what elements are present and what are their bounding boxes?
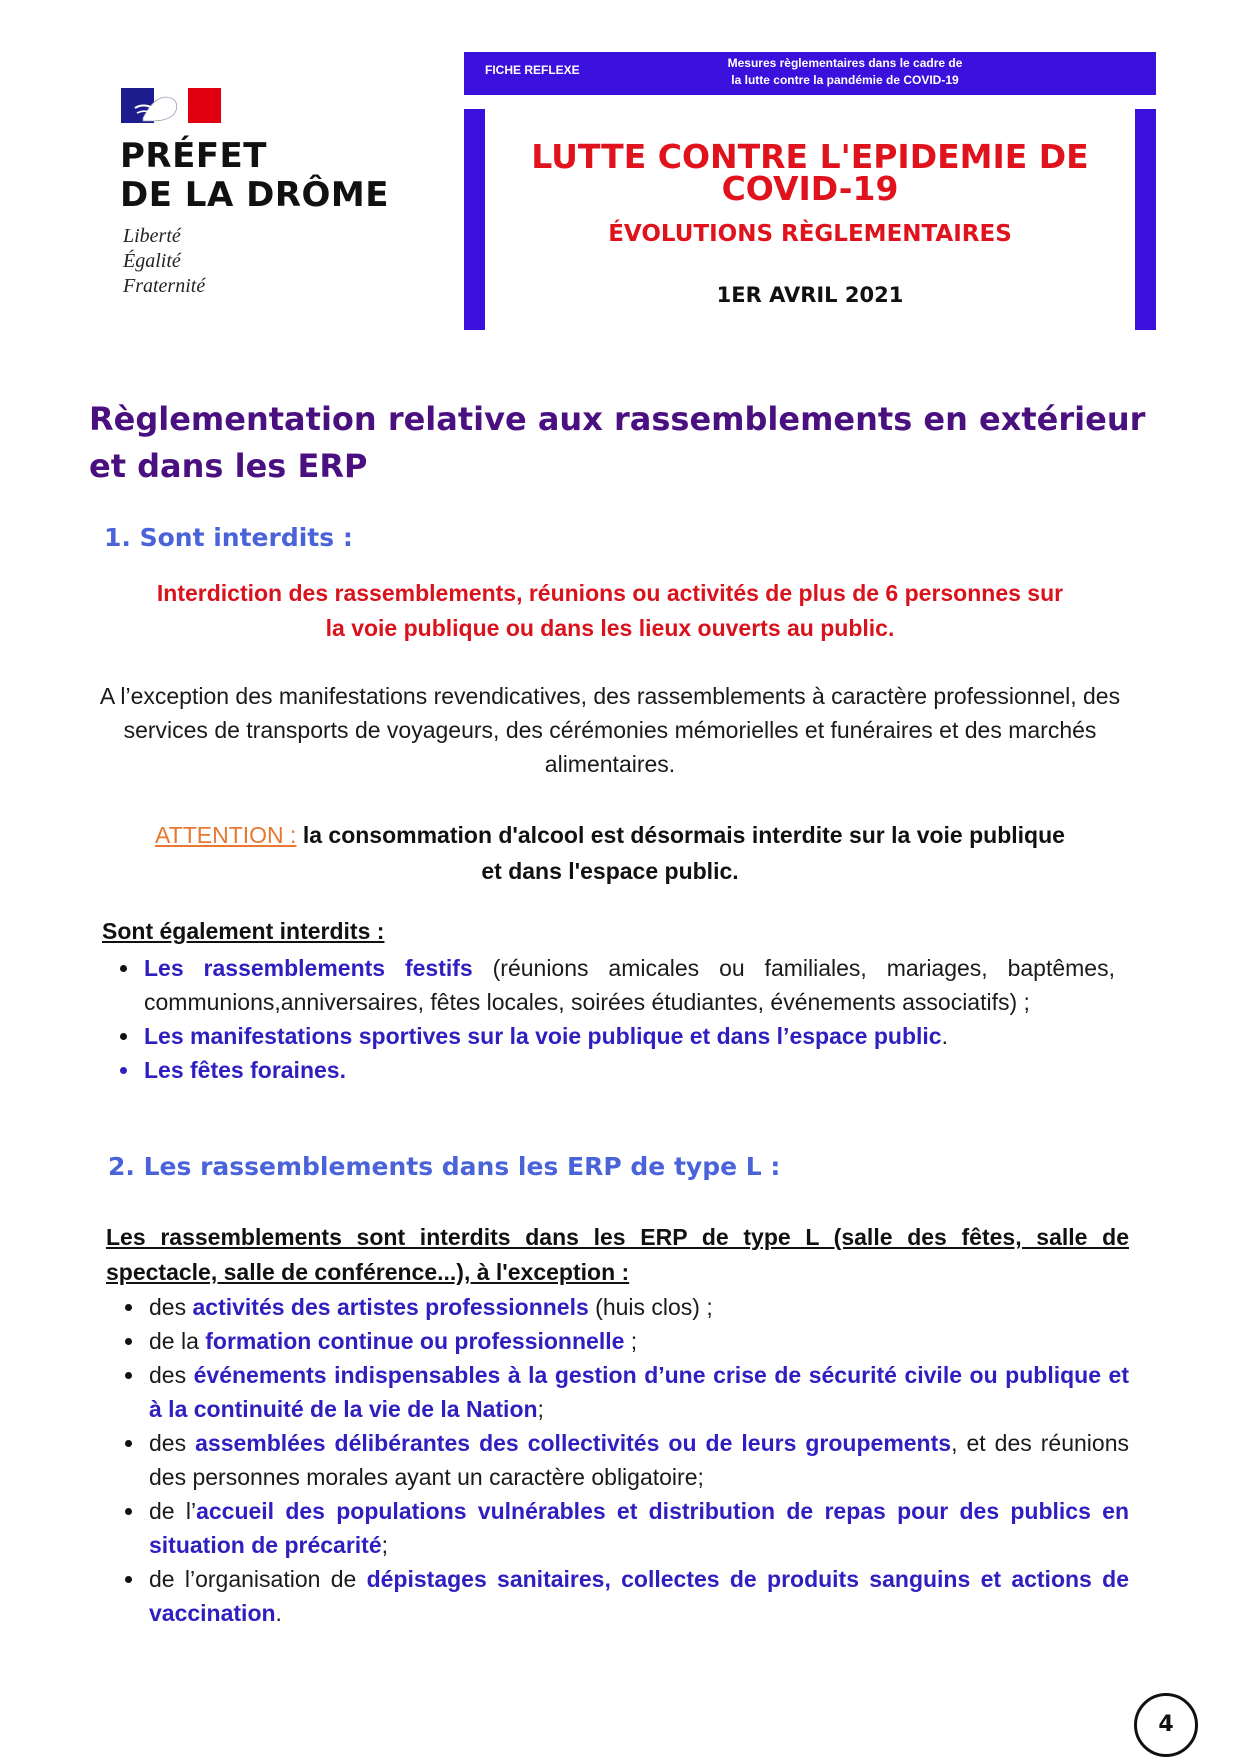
list-item-highlight: Les manifestations sportives sur la voie publique et dans l’espace public (144, 1023, 942, 1049)
list-item-highlight: événements indispensables à la gestion d’une crise de sécurité civile ou publique et à la continuité de la vie de la Nation (149, 1362, 1129, 1422)
bullet-icon (125, 1372, 132, 1379)
list-item-prefix: de l’organisation de (149, 1566, 367, 1592)
list-item-text: (huis clos) ; (588, 1294, 713, 1320)
bullet-icon (120, 1033, 127, 1040)
section2-intro: Les rassemblements sont interdits dans les ERP de type L (salle des fêtes, salle de spectacle, salle de conférence...), à l'exception : (106, 1224, 1129, 1285)
page-title: Règlementation relative aux rassemblements en extérieur et dans les ERP (89, 400, 1146, 485)
list-item (149, 1324, 1129, 1358)
list-item-highlight: activités des artistes professionnels (192, 1294, 589, 1320)
list-item-text: (réunions amicales ou familiales, mariages, baptêmes, communions,anniversaires, fêtes locales, soirées étudiantes, événements associatifs) ; (144, 955, 1115, 1015)
list-item-text: , et des réunions des personnes morales ayant un caractère obligatoire; (149, 1430, 1129, 1490)
list-item-text: ; (624, 1328, 638, 1354)
page-number: 4 (1134, 1693, 1198, 1757)
header-context (665, 55, 1025, 89)
list-item (149, 1358, 1129, 1426)
list-item (144, 1019, 1115, 1053)
header-context-line1: Mesures règlementaires dans le cadre de (727, 56, 963, 70)
list-item-highlight: assemblées délibérantes des collectivités ou de leurs groupements (195, 1430, 952, 1456)
red-statement-line2: la voie publique ou dans les lieux ouverts au public. (325, 615, 895, 641)
fiche-reflexe-tag: FICHE REFLEXE (485, 63, 580, 77)
prefet-title-line2: DE LA DRÔME (120, 175, 389, 215)
list-item-text: ; (537, 1396, 544, 1422)
bullet-icon (125, 1338, 132, 1345)
list-item-text: . (275, 1600, 282, 1626)
prefet-title-line1: PRÉFET (120, 136, 267, 176)
attention-line1: la consommation d'alcool est désormais interdite sur la voie publique (296, 822, 1065, 848)
list-item (149, 1494, 1129, 1562)
bullet-icon (125, 1440, 132, 1447)
attention-notice (90, 817, 1130, 889)
header-left-bar (464, 109, 485, 330)
header-title-line1: LUTTE CONTRE L'EPIDEMIE DE (531, 137, 1089, 176)
forbidden-list (144, 951, 1115, 1087)
header-date: 1ER AVRIL 2021 (716, 283, 904, 307)
attention-line2: et dans l'espace public. (481, 858, 739, 884)
list-item-prefix: des (149, 1430, 196, 1456)
section2-title: 2. Les rassemblements dans les ERP de type L : (108, 1152, 781, 1181)
list-item-text: . (941, 1023, 948, 1049)
section1-title: 1. Sont interdits : (104, 523, 353, 552)
list-item-prefix: de la (149, 1328, 206, 1354)
bullet-icon (120, 965, 127, 972)
list-item-highlight: dépistages sanitaires, collectes de produits sanguins et actions de vaccination (149, 1566, 1129, 1626)
list-item-prefix: des (149, 1362, 194, 1388)
section1-exception: A l’exception des manifestations revendicatives, des rassemblements à caractère professionnel, des services de transports de voyageurs, des cérémonies mémorielles et funéraires et des marchés alimentaires. (99, 683, 1121, 777)
header-subtitle: ÉVOLUTIONS RÈGLEMENTAIRES (608, 221, 1012, 247)
list-item-highlight: Les fêtes foraines. (144, 1057, 346, 1083)
list-item-highlight: Les rassemblements festifs (144, 955, 473, 981)
section1-red-statement (90, 576, 1130, 646)
motto-liberte: Liberté (123, 225, 181, 247)
bullet-icon (120, 1067, 127, 1074)
header-context-line2: la lutte contre la pandémie de COVID-19 (731, 73, 959, 87)
bullet-icon (125, 1576, 132, 1583)
bullet-icon (125, 1508, 132, 1515)
list-item-text: ; (381, 1532, 389, 1558)
header-right-bar (1135, 109, 1156, 330)
list-item (149, 1290, 1129, 1324)
list-item (144, 951, 1115, 1019)
red-statement-line1: Interdiction des rassemblements, réunions ou activités de plus de 6 personnes sur (156, 580, 1064, 606)
list-item-highlight: accueil des populations vulnérables et distribution de repas pour des publics en situation de précarité (149, 1498, 1129, 1558)
list-item-highlight: formation continue ou professionnelle (205, 1328, 625, 1354)
motto-fraternite: Fraternité (123, 275, 206, 297)
attention-label: ATTENTION : (155, 822, 297, 848)
also-forbidden-heading: Sont également interdits : (102, 918, 385, 944)
list-item-prefix: de l’ (149, 1498, 197, 1524)
list-item (149, 1426, 1129, 1494)
motto-egalite: Égalité (123, 250, 181, 272)
exceptions-list (149, 1290, 1129, 1630)
header-title-line2: COVID-19 (721, 169, 899, 208)
list-item (144, 1053, 1115, 1087)
list-item (149, 1562, 1129, 1630)
list-item-prefix: des (149, 1294, 193, 1320)
marianne-flag-icon (121, 88, 221, 123)
bullet-icon (125, 1304, 132, 1311)
